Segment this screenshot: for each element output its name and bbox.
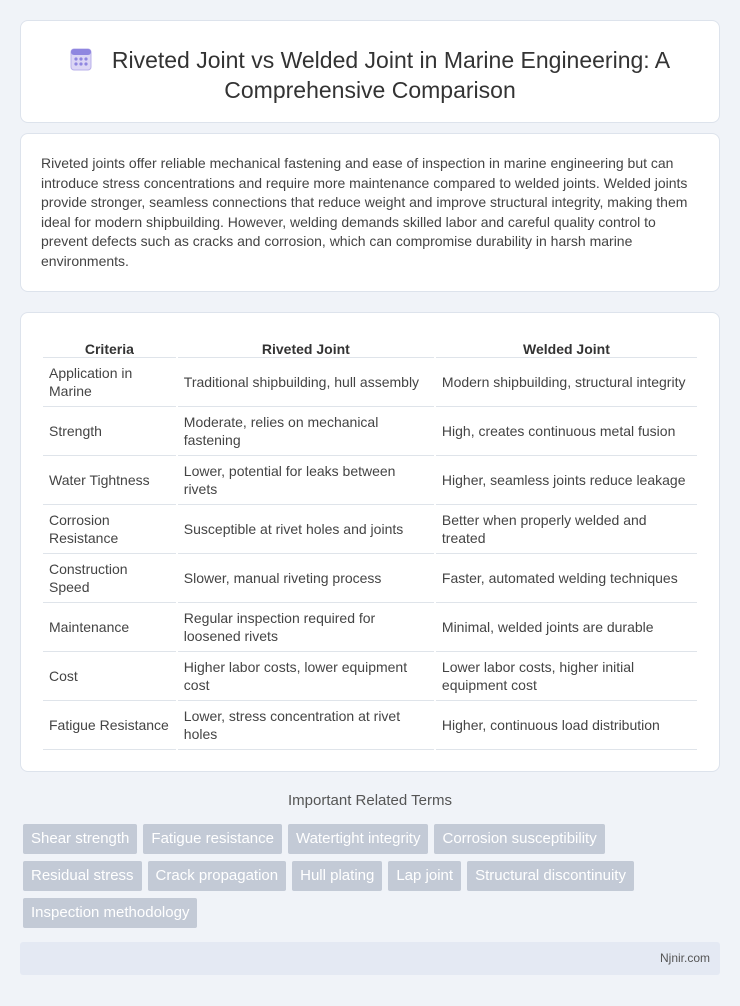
term-tag[interactable]: Lap joint	[388, 861, 461, 891]
related-terms-list	[23, 824, 703, 928]
cell-welded: Faster, automated welding techniques	[436, 554, 697, 603]
term-tag[interactable]: Shear strength	[23, 824, 137, 854]
cell-criteria: Corrosion Resistance	[43, 505, 176, 554]
table-row	[43, 701, 697, 750]
cell-criteria: Application in Marine	[43, 358, 176, 407]
cell-welded: Better when properly welded and treated	[436, 505, 697, 554]
calculator-icon	[70, 47, 92, 71]
page-title: Riveted Joint vs Welded Joint in Marine Engineering: A Comprehensive Comparison	[111, 47, 671, 103]
cell-riveted: Moderate, relies on mechanical fastening	[178, 407, 434, 456]
term-tag[interactable]: Hull plating	[292, 861, 382, 891]
table-row	[43, 652, 697, 701]
term-tag[interactable]: Inspection methodology	[23, 898, 197, 928]
summary-card	[20, 133, 720, 292]
table-row	[43, 407, 697, 456]
term-tag[interactable]: Residual stress	[23, 861, 142, 891]
cell-welded: Minimal, welded joints are durable	[436, 603, 697, 652]
cell-riveted: Regular inspection required for loosened rivets	[178, 603, 434, 652]
cell-criteria: Strength	[43, 407, 176, 456]
cell-criteria: Construction Speed	[43, 554, 176, 603]
term-tag[interactable]: Fatigue resistance	[143, 824, 282, 854]
table-row	[43, 358, 697, 407]
header-riveted-joint: Riveted Joint	[178, 333, 434, 358]
cell-riveted: Lower, stress concentration at rivet holes	[178, 701, 434, 750]
header-welded-joint: Welded Joint	[436, 333, 697, 358]
cell-criteria: Water Tightness	[43, 456, 176, 505]
table-row	[43, 554, 697, 603]
footer-site-link[interactable]: Njnir.com	[659, 951, 710, 965]
cell-welded: Lower labor costs, higher initial equipment cost	[436, 652, 697, 701]
cell-welded: Higher, continuous load distribution	[436, 701, 697, 750]
term-tag[interactable]: Structural discontinuity	[467, 861, 634, 891]
cell-riveted: Higher labor costs, lower equipment cost	[178, 652, 434, 701]
cell-riveted: Slower, manual riveting process	[178, 554, 434, 603]
header-criteria: Criteria	[43, 333, 176, 358]
cell-welded: Modern shipbuilding, structural integrity	[436, 358, 697, 407]
cell-criteria: Fatigue Resistance	[43, 701, 176, 750]
footer	[20, 942, 720, 975]
title-card	[20, 20, 720, 123]
term-tag[interactable]: Crack propagation	[148, 861, 287, 891]
cell-riveted: Traditional shipbuilding, hull assembly	[178, 358, 434, 407]
table-header-row	[43, 333, 697, 358]
comparison-table-card	[20, 312, 720, 772]
cell-welded: Higher, seamless joints reduce leakage	[436, 456, 697, 505]
table-row	[43, 505, 697, 554]
related-terms-heading: Important Related Terms	[288, 792, 452, 809]
cell-riveted: Lower, potential for leaks between rivets	[178, 456, 434, 505]
cell-riveted: Susceptible at rivet holes and joints	[178, 505, 434, 554]
table-row	[43, 603, 697, 652]
cell-welded: High, creates continuous metal fusion	[436, 407, 697, 456]
summary-text: Riveted joints offer reliable mechanical fastening and ease of inspection in marine engineering but can introduce stress concentrations and require more maintenance compared to welded joints. Welded joints provide stronger, seamless connections that reduce weight and improve structural integrity, making them ideal for modern shipbuilding. However, welding demands skilled labor and careful quality control to prevent defects such as cracks and corrosion, which can compromise durability in harsh marine environments.	[41, 155, 688, 269]
cell-criteria: Cost	[43, 652, 176, 701]
comparison-table	[41, 333, 699, 750]
table-row	[43, 456, 697, 505]
cell-criteria: Maintenance	[43, 603, 176, 652]
term-tag[interactable]: Watertight integrity	[288, 824, 429, 854]
term-tag[interactable]: Corrosion susceptibility	[434, 824, 604, 854]
page-title-wrap	[21, 45, 719, 105]
